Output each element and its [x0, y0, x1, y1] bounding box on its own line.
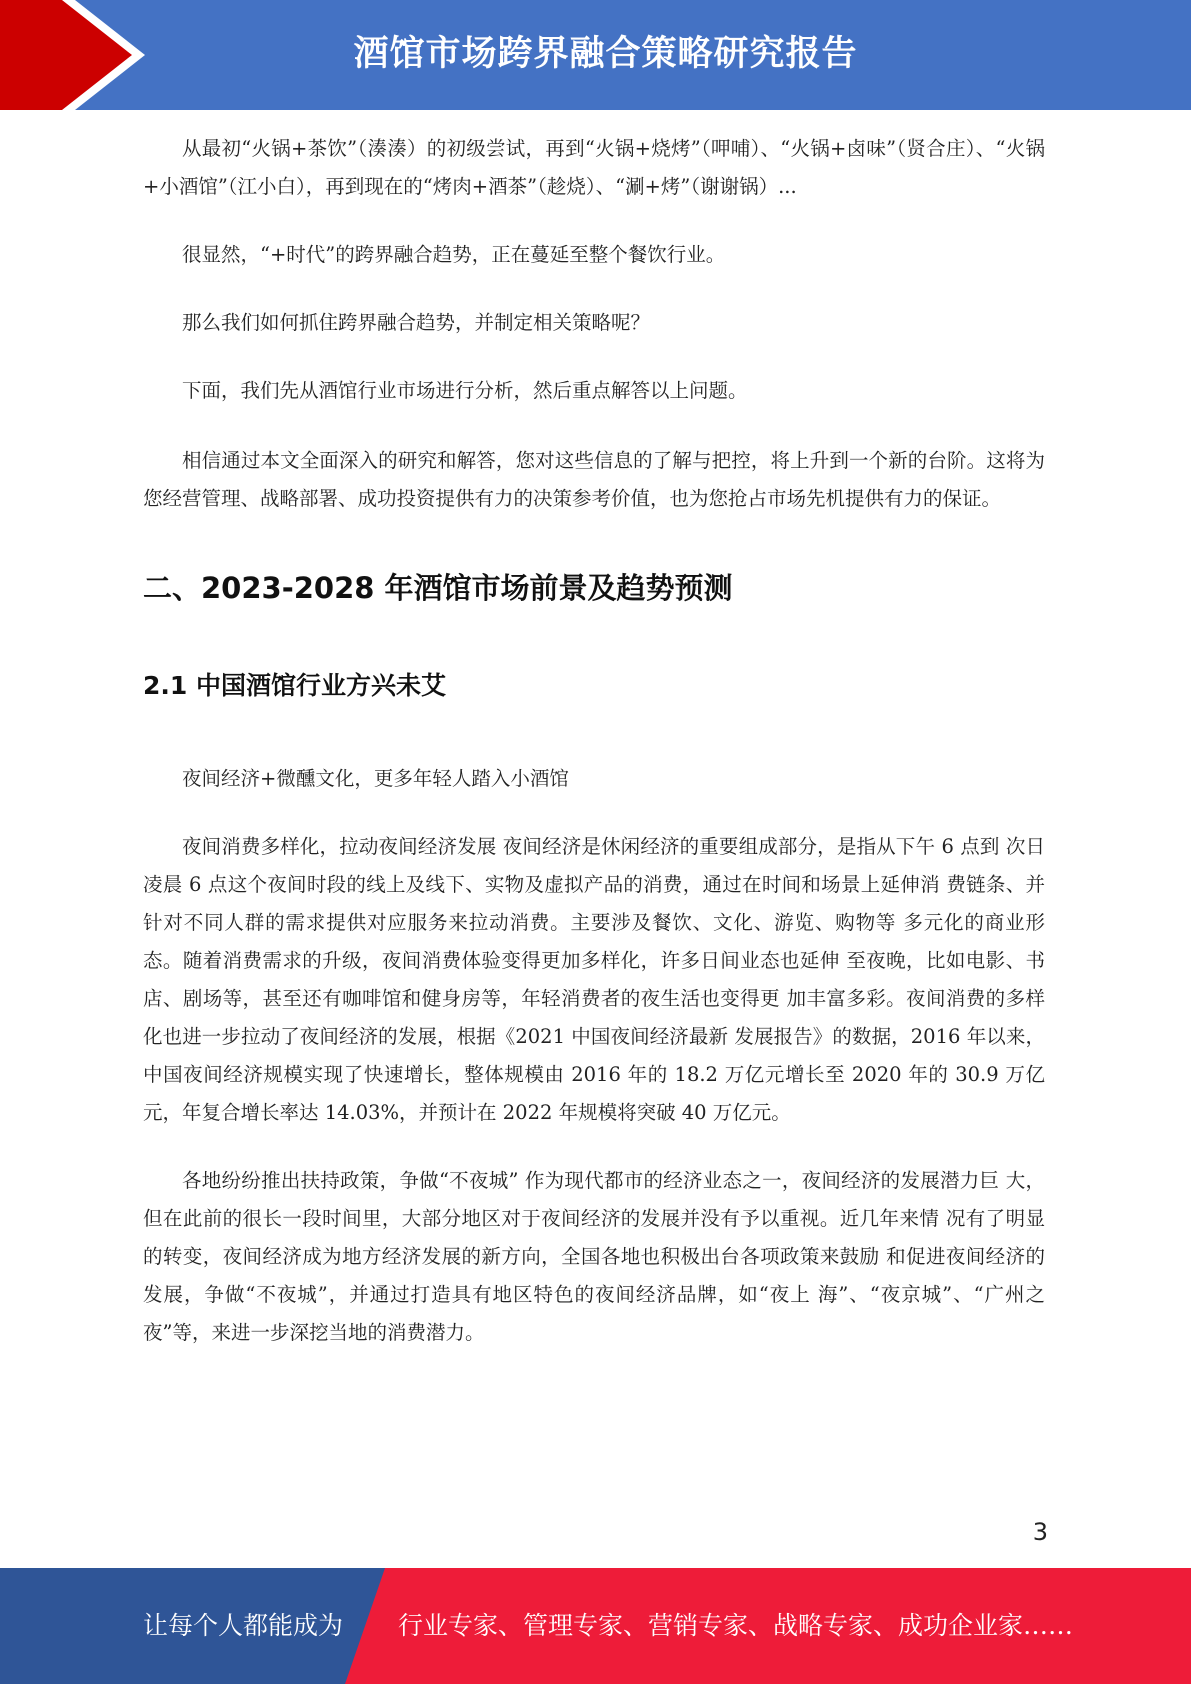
paragraph-policy-support: 各地纷纷推出扶持政策，争做“不夜城” 作为现代都市的经济业态之一，夜间经济的发展潜力巨 大，但在此前的很长一段时间里，大部分地区对于夜间经济的发展并没有予以重视。近几年来情 况有了明显的转变，夜间经济成为地方经济发展的新方向，全国各地也积极出台各项政策来鼓励 和促进夜间经济的发展，争做“不夜城”，并通过打造具有地区特色的夜间经济品牌，如“夜上 海”、“夜京城”、“广州之夜”等，来进一步深挖当地的消费潜力。	[143, 1169, 1045, 1344]
page-number: 3	[1032, 1518, 1048, 1546]
paragraph-analysis-intro: 下面，我们先从酒馆行业市场进行分析，然后重点解答以上问题。	[182, 379, 748, 402]
paragraph-value-statement: 相信通过本文全面深入的研究和解答，您对这些信息的了解与把控，将上升到一个新的台阶。这将为您经营管理、战略部署、成功投资提供有力的决策参考价值，也为您抢占市场先机提供有力的保证。	[143, 449, 1045, 510]
document-body	[143, 130, 1045, 1352]
paragraph-crossover-examples: 从最初“火锅+茶饮”（湊湊）的初级尝试，再到“火锅+烧烤”（呷哺）、“火锅+卤味”（贤合庄）、“火锅+小酒馆”（江小白），再到现在的“烤肉+酒茶”（趁烧）、“涮+烤”（谢谢锅）...	[143, 137, 1045, 198]
footer-slogan-left: 让每个人都能成为	[143, 1611, 344, 1640]
header-title: 酒馆市场跨界融合策略研究报告	[353, 34, 858, 74]
paragraph-question: 那么我们如何抓住跨界融合趋势，并制定相关策略呢？	[182, 311, 651, 334]
paragraph-night-consumption: 夜间消费多样化，拉动夜间经济发展 夜间经济是休闲经济的重要组成部分，是指从下午 6 点到 次日凌晨 6 点这个夜间时段的线上及线下、实物及虚拟产品的消费，通过在时间和场景上延伸消 费链条、并针对不同人群的需求提供对应服务来拉动消费。主要涉及餐饮、文化、游览、购物等 多元化的商业形态。随着消费需求的升级，夜间消费体验变得更加多样化，许多日间业态也延伸 至夜晚，比如电影、书店、剧场等，甚至还有咖啡馆和健身房等，年轻消费者的夜生活也变得更 加丰富多彩。夜间消费的多样化也进一步拉动了夜间经济的发展，根据《2021 中国夜间经济最新 发展报告》的数据，2016 年以来，中国夜间经济规模实现了快速增长，整体规模由 2016 年的 18.2 万亿元增长至 2020 年的 30.9 万亿元，年复合增长率达 14.03%，并预计在 2022 年规模将突破 40 万亿元。	[143, 835, 1045, 1124]
footer-slogan-right: 行业专家、管理专家、营销专家、战略专家、成功企业家……	[398, 1611, 1074, 1640]
paragraph-plus-era-trend: 很显然，“+时代”的跨界融合趋势，正在蔓延至整个餐饮行业。	[182, 243, 726, 266]
page-footer	[0, 1568, 1191, 1684]
page-header	[0, 0, 1191, 110]
paragraph-night-economy-title: 夜间经济+微醺文化，更多年轻人踏入小酒馆	[182, 767, 569, 790]
section-heading-2: 二、2023-2028 年酒馆市场前景及趋势预测	[143, 571, 733, 605]
section-heading-2-1: 2.1 中国酒馆行业方兴未艾	[143, 671, 446, 700]
